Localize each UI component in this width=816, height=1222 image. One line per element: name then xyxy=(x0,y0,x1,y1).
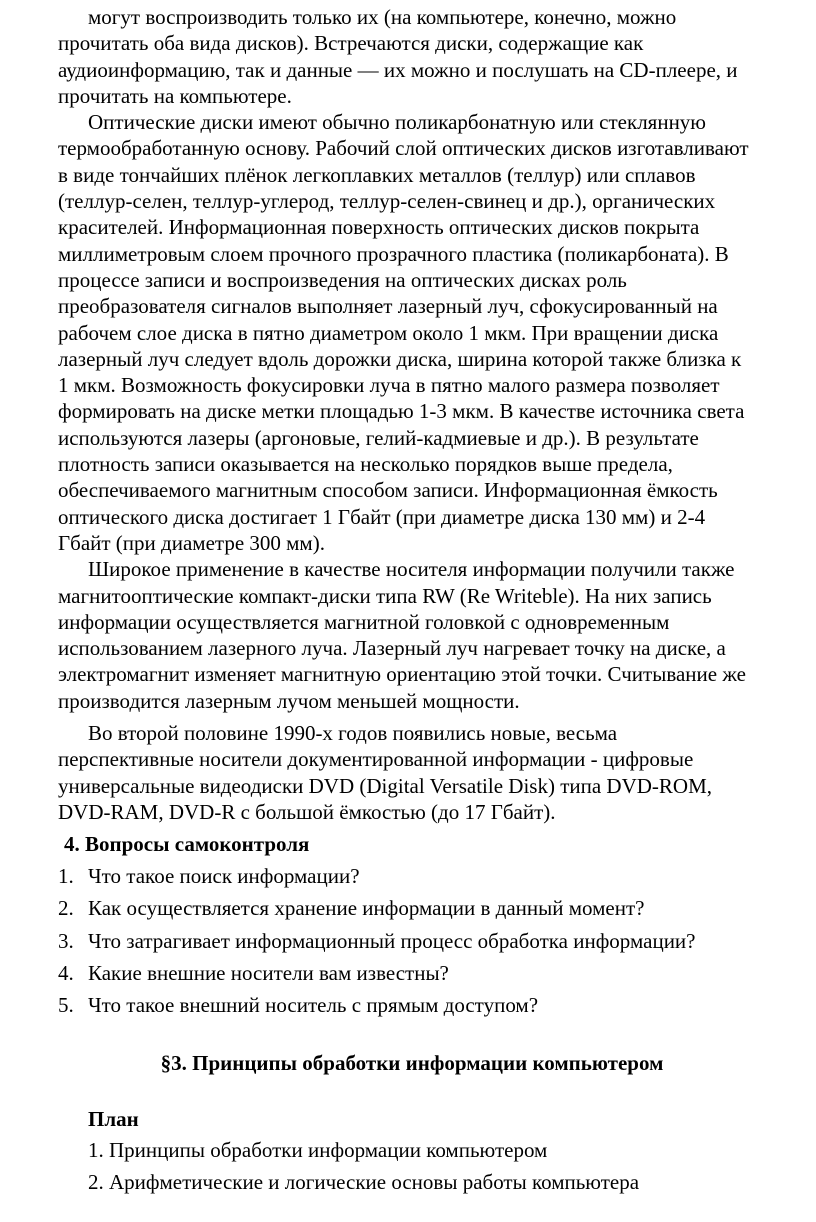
text-line: миллиметровым слоем прочного прозрачного пластика (поликарбоната). В xyxy=(58,241,729,266)
plan-list xyxy=(0,1135,816,1198)
text-line: Гбайт (при диаметре 300 мм). xyxy=(58,530,325,555)
plan-item: 1. Принципы обработки информации компьютером xyxy=(88,1138,548,1163)
text-line: формировать на диске метки площадью 1-3 мкм. В качестве источника света xyxy=(58,399,745,424)
question-item xyxy=(0,860,816,892)
question-number: 4. xyxy=(58,960,74,985)
plan-item: 2. Арифметические и логические основы работы компьютера xyxy=(88,1169,640,1194)
text-line: Широкое применение в качестве носителя информации получили также xyxy=(88,557,735,582)
body-text xyxy=(0,4,816,825)
text-line: универсальные видеодиски DVD (Digital Versatile Disk) типа DVD-ROM, xyxy=(58,773,713,798)
text-line: 1 мкм. Возможность фокусировки луча в пятно малого размера позволяет xyxy=(58,373,720,398)
text-line: оптического диска достигает 1 Гбайт (при диаметре диска 130 мм) и 2-4 xyxy=(58,504,706,529)
text-line: производится лазерным лучом меньшей мощности. xyxy=(58,688,520,713)
text-line: Во второй половине 1990-х годов появились новые, весьма xyxy=(88,721,618,746)
question-text: Что такое поиск информации? xyxy=(88,864,360,889)
question-number: 1. xyxy=(58,864,74,889)
document-page xyxy=(0,4,816,1198)
text-line: Оптические диски имеют обычно поликарбонатную или стеклянную xyxy=(88,110,706,135)
text-line: DVD-RAM, DVD-R с большой ёмкостью (до 17 Гбайт). xyxy=(58,799,556,824)
question-number: 5. xyxy=(58,992,74,1017)
text-line: могут воспроизводить только их (на компьютере, конечно, можно xyxy=(88,5,677,29)
text-line: плотность записи оказывается на несколько порядков выше предела, xyxy=(58,452,673,477)
text-line: использованием лазерного луча. Лазерный луч нагревает точку на диске, а xyxy=(58,636,726,661)
text-line: красителей. Информационная поверхность оптических дисков покрыта xyxy=(58,215,700,240)
question-number: 3. xyxy=(58,928,74,953)
question-item xyxy=(0,892,816,924)
text-line: используются лазеры (аргоновые, гелий-кадмиевые и др.). В результате xyxy=(58,425,699,450)
question-text: Как осуществляется хранение информации в данный момент? xyxy=(88,896,645,921)
text-line: информации осуществляется магнитной головкой с одновременным xyxy=(58,609,670,634)
text-line: рабочем слое диска в пятно диаметром около 1 мкм. При вращении диска xyxy=(58,320,719,345)
text-line: обеспечиваемого магнитным способом записи. Информационная ёмкость xyxy=(58,478,718,503)
text-line: лазерный луч следует вдоль дорожки диска, ширина которой также близка к xyxy=(58,346,742,371)
text-line: прочитать на компьютере. xyxy=(58,83,292,108)
plan-heading: План xyxy=(88,1107,139,1132)
question-number: 2. xyxy=(58,896,74,921)
paragraph xyxy=(0,109,816,556)
question-text: Что затрагивает информационный процесс обработка информации? xyxy=(88,928,696,953)
text-line: (теллур-селен, теллур-углерод, теллур-селен-свинец и др.), органических xyxy=(58,189,716,214)
text-line: перспективные носители документированной информации - цифровые xyxy=(58,747,694,772)
text-line: аудиоинформацию, так и данные — их можно и послушать на CD-плеере, и xyxy=(58,57,738,82)
questions-list xyxy=(0,860,816,1021)
question-text: Что такое внешний носитель с прямым доступом? xyxy=(88,992,539,1017)
text-line: процессе записи и воспроизведения на оптических дисках роль xyxy=(58,267,627,292)
paragraph xyxy=(0,556,816,714)
paragraph xyxy=(0,4,816,109)
question-text: Какие внешние носители вам известны? xyxy=(88,960,449,985)
text-line: прочитать оба вида дисков). Встречаются диски, содержащие как xyxy=(58,31,644,56)
text-line: электромагнит изменяет магнитную ориентацию этой точки. Считывание же xyxy=(58,662,746,687)
questions-heading: 4. Вопросы самоконтроля xyxy=(64,832,310,857)
text-line: в виде тончайших плёнок легкоплавких металлов (теллур) или сплавов xyxy=(58,162,696,187)
question-item xyxy=(0,925,816,957)
text-line: термообработанную основу. Рабочий слой оптических дисков изготавливают xyxy=(58,136,749,161)
question-item xyxy=(0,989,816,1021)
paragraph xyxy=(0,720,816,825)
question-item xyxy=(0,957,816,989)
section-title: §3. Принципы обработки информации компьютером xyxy=(160,1051,664,1076)
text-line: преобразователя сигналов выполняет лазерный луч, сфокусированный на xyxy=(58,294,718,319)
text-line: магнитооптические компакт-диски типа RW (Re Writeble). На них запись xyxy=(58,583,712,608)
